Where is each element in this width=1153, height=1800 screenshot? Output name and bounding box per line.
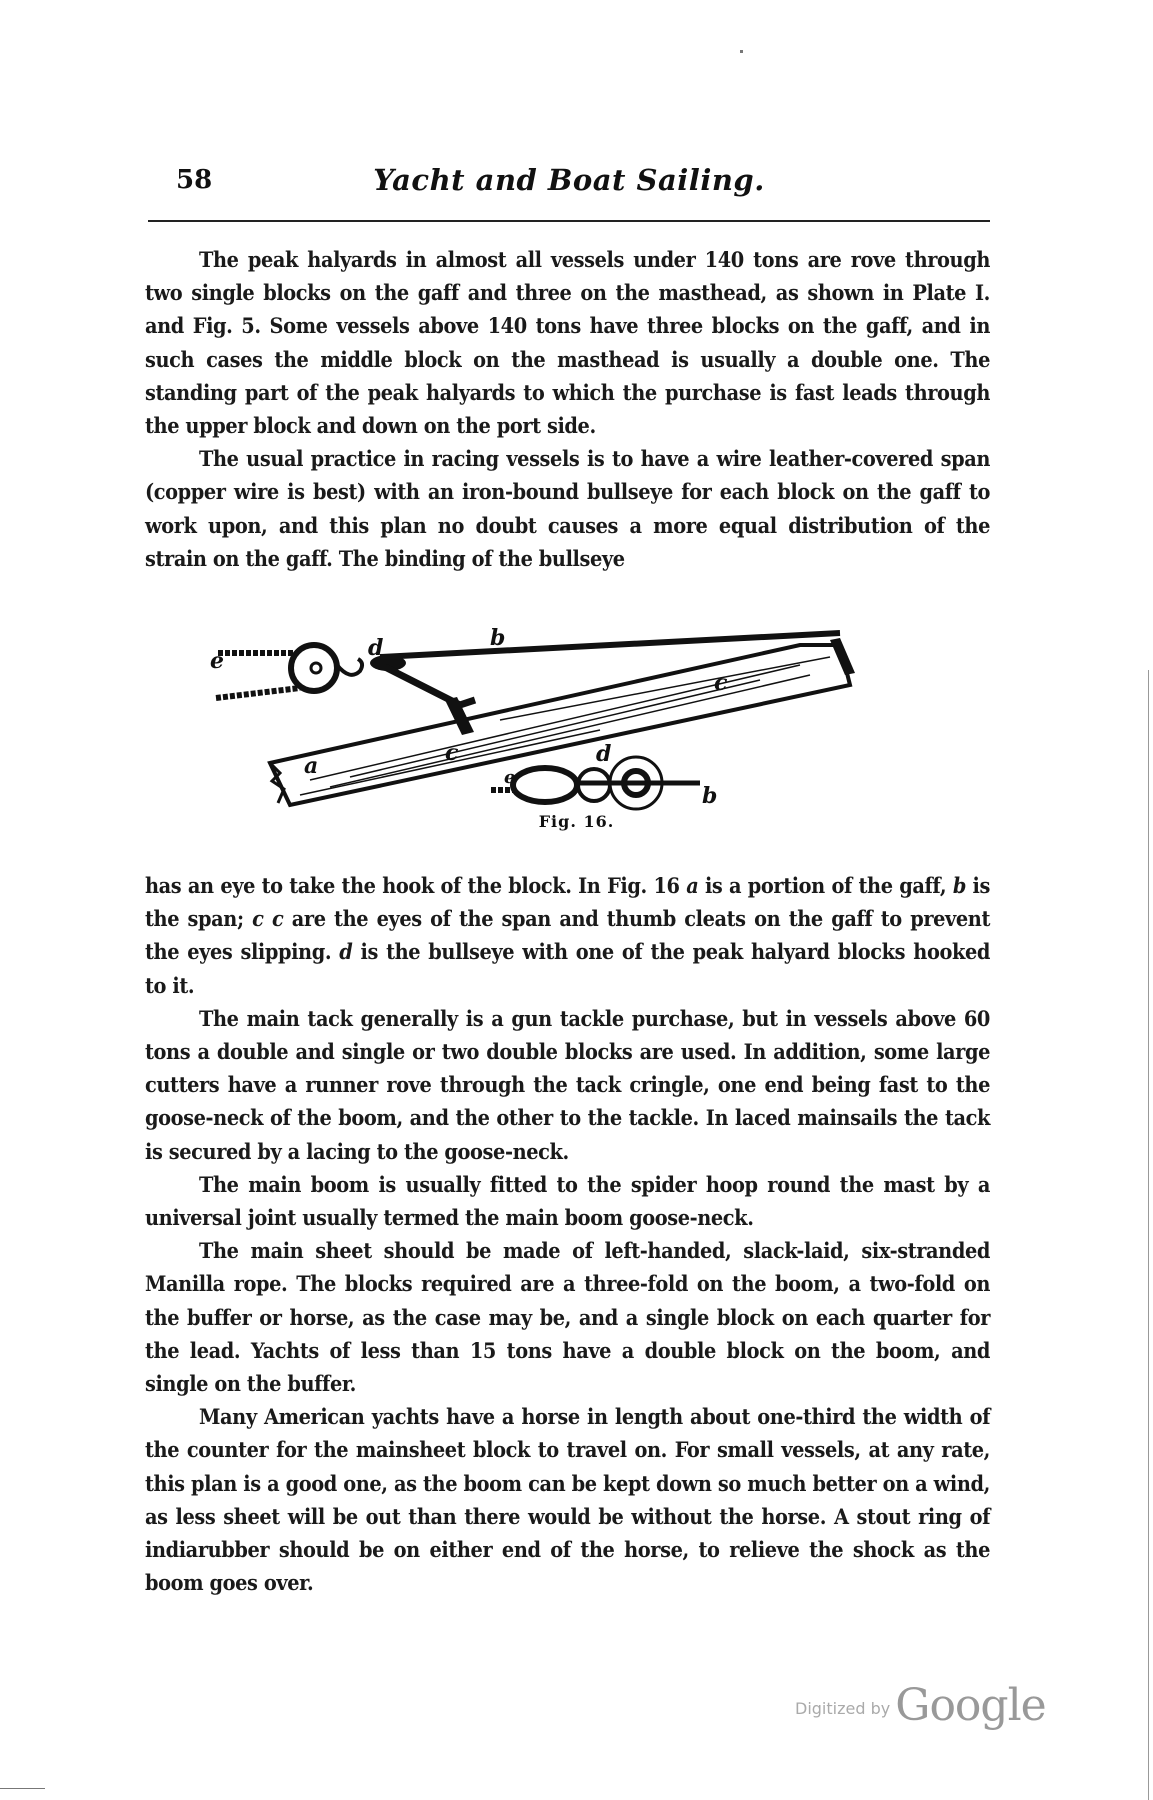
running-head <box>148 165 990 205</box>
paragraph: The peak halyards in almost all vessels under 140 tons are rove through two single blocks on the gaff and three on the masthead, as shown in Plate I. and Fig. 5. Some vessels above 140 tons have three blocks on the gaff, and in such cases the middle block on the masthead is usually a double one. The standing part of the peak halyards to which the purchase is fast leads through the upper block and down on the port side. <box>145 248 990 440</box>
text-run: are the eyes of the span and thumb cleats on the gaff to prevent the eyes slipping. <box>145 907 990 966</box>
text-run: is the bullseye with one of the peak halyard blocks hooked to it. <box>145 940 990 999</box>
label-d: d <box>368 635 384 661</box>
figure-ref-a: a <box>686 874 699 899</box>
paragraph <box>145 870 990 1003</box>
body-text-top <box>145 244 990 576</box>
rope-e-illustration <box>216 653 300 698</box>
label-a: a <box>304 753 319 779</box>
watermark-prefix: Digitized by <box>795 1699 891 1718</box>
text-run: is the span; <box>145 874 990 933</box>
label-e-detail: e <box>504 767 516 788</box>
paragraph: The main tack generally is a gun tackle purchase, but in vessels above 60 tons a double and single or two double blocks are used. In addition, some large cutters have a runner rove through the tack cringle, one end being fast to the goose-neck of the boom, and the other to the tackle. In laced mainsails the tack is secured by a lacing to the goose-neck. <box>145 1006 990 1165</box>
page-edge-line <box>1148 670 1149 1800</box>
google-logo: Google <box>895 1680 1046 1731</box>
label-e: e <box>210 648 224 674</box>
label-c-left: c <box>445 740 459 766</box>
digitized-by-google-watermark <box>795 1680 1046 1731</box>
figure-ref-cc: c c <box>252 907 284 933</box>
figure-16-illustration <box>200 605 920 845</box>
running-title: Yacht and Boat Sailing. <box>373 163 765 197</box>
paragraph: The main sheet should be made of left-handed, slack-laid, six-stranded Manilla rope. The blocks required are a three-fold on the boom, a two-fold on the buffer or horse, as the case may be, and a single block on each quarter for the lead. Yachts of less than 15 tons have a double block on the boom, and single on the buffer. <box>145 1239 990 1398</box>
figure-ref-b: b <box>952 874 966 899</box>
figure-caption: Fig. 16. <box>538 812 615 831</box>
label-c-right: c <box>714 670 728 696</box>
label-d-detail: d <box>596 741 612 767</box>
label-b-detail: b <box>702 783 718 809</box>
text-run: is a portion of the gaff, <box>698 874 953 899</box>
figure-ref-d: d <box>339 940 353 966</box>
text-run: has an eye to take the hook of the block. In Fig. 16 <box>145 874 687 899</box>
body-text-bottom <box>145 870 990 1600</box>
scan-speck <box>740 50 743 53</box>
paragraph: Many American yachts have a horse in length about one-third the width of the counter for the mainsheet block to travel on. For small vessels, at any rate, this plan is a good one, as the boom can be kept down so much better on a wind, as less sheet will be out than there would be without the horse. A stout ring of indiarubber should be on either end of the horse, to relieve the shock as the boom goes over. <box>145 1405 990 1597</box>
paragraph: The usual practice in racing vessels is to have a wire leather-covered span (copper wire is best) with an iron-bound bullseye for each block on the gaff to work upon, and this plan no doubt causes a more equal distribution of the strain on the gaff. The binding of the bullseye <box>145 447 990 572</box>
page-number: 58 <box>176 165 213 195</box>
header-rule <box>148 220 990 222</box>
paragraph: The main boom is usually fitted to the spider hoop round the mast by a universal joint usually termed the main boom goose-neck. <box>145 1172 990 1232</box>
label-b: b <box>490 625 506 651</box>
scan-mark-bottom <box>0 1788 45 1789</box>
